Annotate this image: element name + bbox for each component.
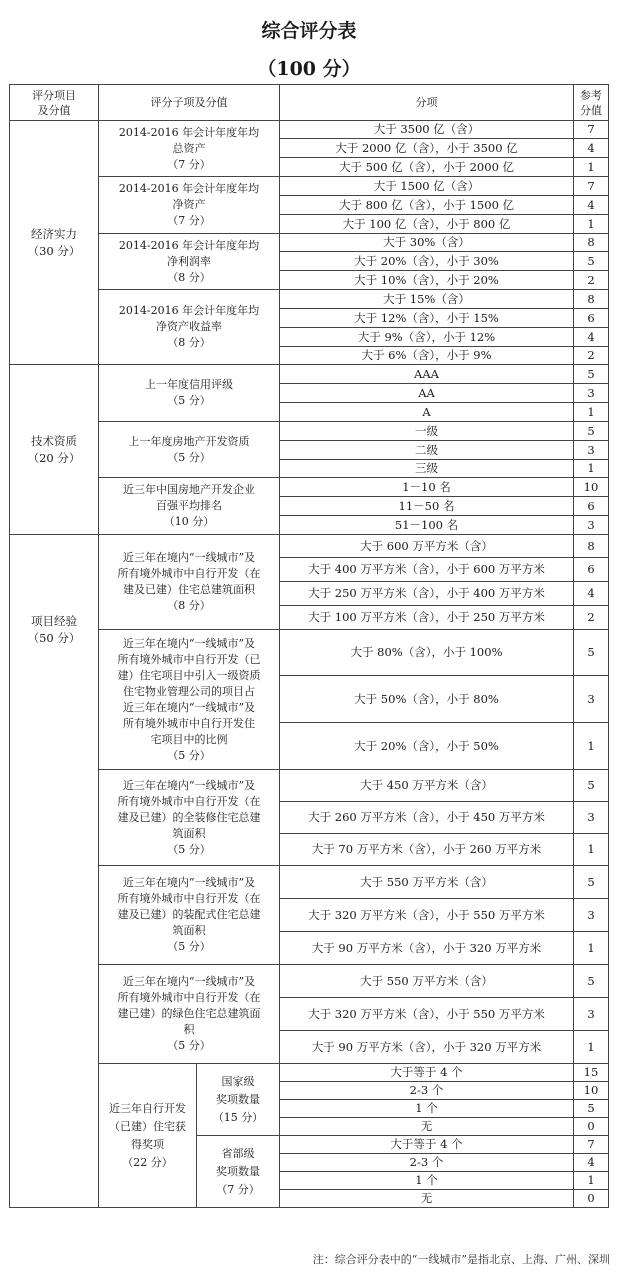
score-cell: 4 (574, 582, 609, 606)
category-cell: 经济实力 （30 分） (10, 121, 99, 365)
award-level-cell: 国家级 奖项数量 （15 分） (197, 1064, 280, 1136)
score-cell: 5 (574, 252, 609, 271)
score-cell: 6 (574, 309, 609, 328)
item-cell: 大于 1500 亿（含） (280, 177, 574, 196)
item-cell: 二级 (280, 441, 574, 460)
item-cell: 大于 70 万平方米（含），小于 260 万平方米 (280, 834, 574, 866)
item-cell: 大于 90 万平方米（含），小于 320 万平方米 (280, 932, 574, 965)
item-cell: 大于 500 亿（含），小于 2000 亿 (280, 158, 574, 177)
item-cell: 无 (280, 1118, 574, 1136)
score-cell: 5 (574, 866, 609, 899)
item-cell: 大于 320 万平方米（含），小于 550 万平方米 (280, 998, 574, 1031)
table-row (10, 234, 609, 252)
table-header-row (10, 85, 609, 121)
table-row (10, 365, 609, 384)
item-cell: 大于 9%（含），小于 12% (280, 328, 574, 347)
score-cell: 6 (574, 497, 609, 516)
category-cell: 项目经验 （50 分） (10, 535, 99, 1208)
item-cell: 大于 3500 亿（含） (280, 121, 574, 139)
subitem-cell: 2014-2016 年会计年度年均 净资产 （7 分） (99, 177, 280, 234)
item-cell: 1 个 (280, 1172, 574, 1190)
item-cell: 三级 (280, 460, 574, 478)
score-cell: 1 (574, 1031, 609, 1064)
score-cell: 2 (574, 271, 609, 290)
item-cell: 大于 90 万平方米（含），小于 320 万平方米 (280, 1031, 574, 1064)
score-cell: 7 (574, 121, 609, 139)
score-cell: 10 (574, 478, 609, 497)
subitem-cell: 上一年度房地产开发资质 （5 分） (99, 422, 280, 478)
table-row (10, 965, 609, 998)
table-row (10, 770, 609, 802)
item-cell: 大于 100 亿（含），小于 800 亿 (280, 215, 574, 234)
score-cell: 3 (574, 998, 609, 1031)
score-cell: 2 (574, 606, 609, 630)
score-cell: 4 (574, 196, 609, 215)
score-cell: 1 (574, 460, 609, 478)
item-cell: 11－50 名 (280, 497, 574, 516)
score-cell: 5 (574, 630, 609, 676)
item-cell: AAA (280, 365, 574, 384)
item-cell: 1－10 名 (280, 478, 574, 497)
item-cell: 大于 260 万平方米（含），小于 450 万平方米 (280, 802, 574, 834)
subitem-cell: 上一年度信用评级 （5 分） (99, 365, 280, 422)
item-cell: 无 (280, 1190, 574, 1208)
score-cell: 1 (574, 158, 609, 177)
item-cell: 大于等于 4 个 (280, 1064, 574, 1082)
score-cell: 3 (574, 516, 609, 535)
item-cell: 大于 12%（含），小于 15% (280, 309, 574, 328)
score-cell: 8 (574, 234, 609, 252)
score-cell: 2 (574, 347, 609, 365)
score-cell: 8 (574, 535, 609, 558)
item-cell: 大于 50%（含），小于 80% (280, 676, 574, 723)
item-cell: 大于 800 亿（含），小于 1500 亿 (280, 196, 574, 215)
item-cell: 1 个 (280, 1100, 574, 1118)
score-cell: 10 (574, 1082, 609, 1100)
item-cell: 大于 10%（含），小于 20% (280, 271, 574, 290)
item-cell: 大于 550 万平方米（含） (280, 965, 574, 998)
score-cell: 1 (574, 1172, 609, 1190)
subitem-cell: 近三年在境内“一线城市”及 所有境外城市中自行开发（在 建及已建）的全装修住宅总建 筑面积 （5 分） (99, 770, 280, 866)
item-cell: AA (280, 384, 574, 403)
score-cell: 1 (574, 932, 609, 965)
header-subitem: 评分子项及分值 (99, 85, 280, 121)
subitem-cell: 2014-2016 年会计年度年均 净资产收益率 （8 分） (99, 290, 280, 365)
score-cell: 0 (574, 1118, 609, 1136)
header-category: 评分项目 及分值 (10, 85, 99, 121)
item-cell: 大于 30%（含） (280, 234, 574, 252)
score-cell: 5 (574, 1100, 609, 1118)
subitem-cell: 近三年自行开发 （已建）住宅获 得奖项 （22 分） (99, 1064, 197, 1208)
item-cell: 大于 20%（含），小于 30% (280, 252, 574, 271)
subitem-cell: 近三年在境内“一线城市”及 所有境外城市中自行开发（在 建及已建）的装配式住宅总建 筑面积 （5 分） (99, 866, 280, 965)
item-cell: 大于 600 万平方米（含） (280, 535, 574, 558)
score-cell: 3 (574, 384, 609, 403)
item-cell: 大于 100 万平方米（含），小于 250 万平方米 (280, 606, 574, 630)
table-row (10, 290, 609, 309)
score-cell: 1 (574, 403, 609, 422)
score-cell: 15 (574, 1064, 609, 1082)
subitem-cell: 近三年在境内“一线城市”及 所有境外城市中自行开发（已 建）住宅项目中引入一级资质 住宅物业管理公司的项目占 近三年在境内“一线城市”及 所有境外城市中自行开发住 宅项目中的比例 （5 分） (99, 630, 280, 770)
score-cell: 6 (574, 558, 609, 582)
item-cell: 大于 20%（含），小于 50% (280, 723, 574, 770)
score-cell: 4 (574, 139, 609, 158)
header-item: 分项 (280, 85, 574, 121)
item-cell: 大于 15%（含） (280, 290, 574, 309)
page-title: 综合评分表 (261, 20, 357, 42)
score-cell: 5 (574, 965, 609, 998)
item-cell: 大于 6%（含），小于 9% (280, 347, 574, 365)
item-cell: 大于 2000 亿（含），小于 3500 亿 (280, 139, 574, 158)
score-cell: 7 (574, 177, 609, 196)
score-cell: 3 (574, 441, 609, 460)
score-cell: 5 (574, 422, 609, 441)
table-row (10, 630, 609, 676)
item-cell: 一级 (280, 422, 574, 441)
item-cell: 大于 450 万平方米（含） (280, 770, 574, 802)
score-cell: 4 (574, 1154, 609, 1172)
subitem-cell: 近三年在境内“一线城市”及 所有境外城市中自行开发（在 建及已建）住宅总建筑面积 （8 分） (99, 535, 280, 630)
score-cell: 3 (574, 899, 609, 932)
score-table (9, 84, 609, 1208)
score-cell: 4 (574, 328, 609, 347)
item-cell: A (280, 403, 574, 422)
score-cell: 1 (574, 723, 609, 770)
score-cell: 1 (574, 215, 609, 234)
subitem-cell: 近三年在境内“一线城市”及 所有境外城市中自行开发（在 建已建）的绿色住宅总建筑面 积 （5 分） (99, 965, 280, 1064)
table-row (10, 478, 609, 497)
score-cell: 5 (574, 770, 609, 802)
score-cell: 8 (574, 290, 609, 309)
table-row (10, 1064, 609, 1082)
subitem-cell: 2014-2016 年会计年度年均 净利润率 （8 分） (99, 234, 280, 290)
table-row (10, 422, 609, 441)
item-cell: 2-3 个 (280, 1082, 574, 1100)
item-cell: 2-3 个 (280, 1154, 574, 1172)
footnote: 注：综合评分表中的“一线城市”是指北京、上海、广州、深圳 (312, 1253, 610, 1266)
item-cell: 大于等于 4 个 (280, 1136, 574, 1154)
table-row (10, 177, 609, 196)
subitem-cell: 2014-2016 年会计年度年均 总资产 （7 分） (99, 121, 280, 177)
score-cell: 3 (574, 676, 609, 723)
score-cell: 5 (574, 365, 609, 384)
item-cell: 大于 250 万平方米（含），小于 400 万平方米 (280, 582, 574, 606)
page-subtitle: （100 分） (257, 58, 361, 80)
item-cell: 51－100 名 (280, 516, 574, 535)
score-cell: 0 (574, 1190, 609, 1208)
category-cell: 技术资质 （20 分） (10, 365, 99, 535)
item-cell: 大于 400 万平方米（含），小于 600 万平方米 (280, 558, 574, 582)
score-cell: 1 (574, 834, 609, 866)
award-level-cell: 省部级 奖项数量 （7 分） (197, 1136, 280, 1208)
table-row (10, 121, 609, 139)
item-cell: 大于 550 万平方米（含） (280, 866, 574, 899)
score-cell: 3 (574, 802, 609, 834)
score-cell: 7 (574, 1136, 609, 1154)
table-row (10, 866, 609, 899)
subitem-cell: 近三年中国房地产开发企业 百强平均排名 （10 分） (99, 478, 280, 535)
item-cell: 大于 80%（含），小于 100% (280, 630, 574, 676)
header-score: 参考 分值 (574, 85, 609, 121)
table-row (10, 535, 609, 558)
item-cell: 大于 320 万平方米（含），小于 550 万平方米 (280, 899, 574, 932)
